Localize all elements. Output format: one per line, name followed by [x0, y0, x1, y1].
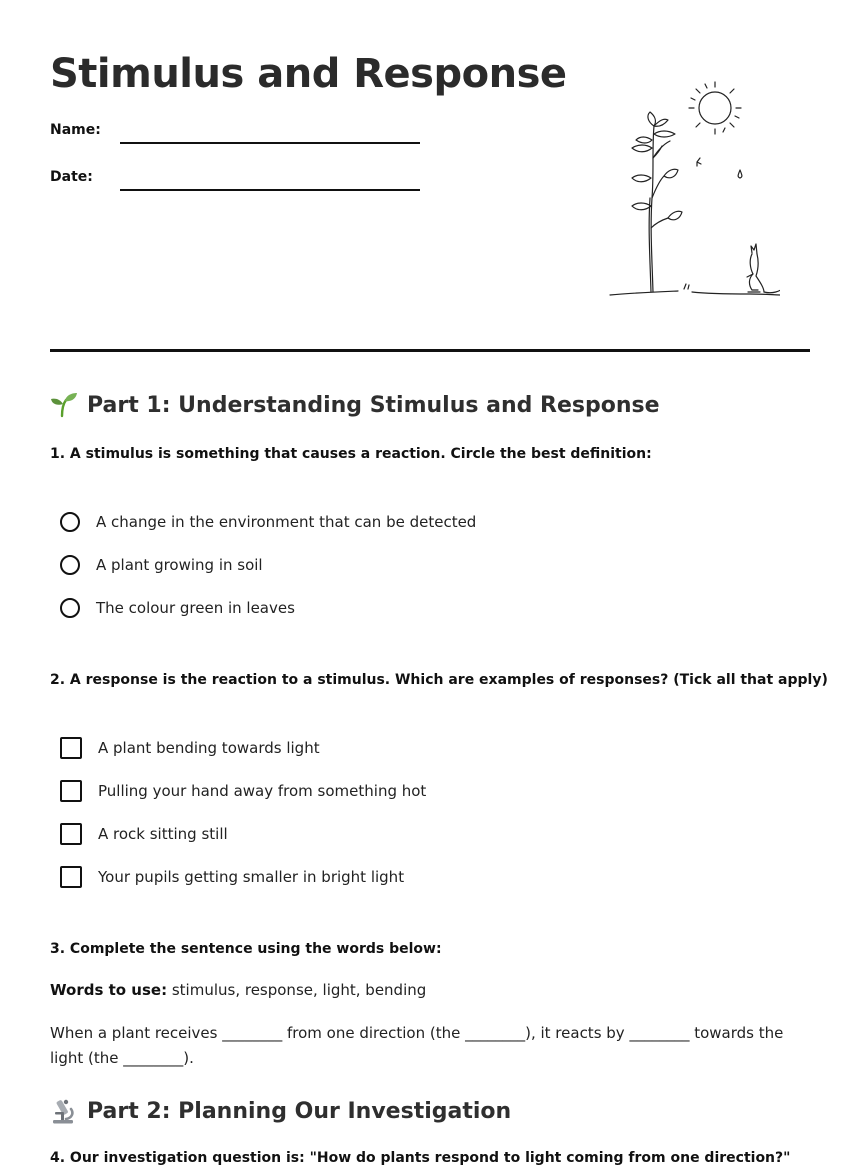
checkbox[interactable] [60, 866, 82, 888]
question-2-option[interactable] [60, 735, 320, 761]
question-2-option[interactable] [60, 864, 404, 890]
bird-icon [697, 158, 701, 166]
question-1-prompt: 1. A stimulus is something that causes a reaction. Circle the best definition: [50, 446, 652, 462]
plant-icon [632, 112, 682, 292]
question-4-prompt: 4. Our investigation question is: "How do plants respond to light coming from one direction?" [50, 1150, 791, 1166]
date-line[interactable] [120, 189, 420, 191]
droplet-icon [738, 170, 742, 178]
option-label: The colour green in leaves [96, 599, 295, 617]
option-label: Your pupils getting smaller in bright light [98, 868, 405, 886]
question-1-option[interactable] [60, 552, 263, 578]
option-label: A rock sitting still [98, 825, 228, 843]
animal-icon [747, 244, 780, 293]
microscope-icon [50, 1097, 78, 1125]
plant-sun-animal-illustration [560, 78, 780, 303]
option-label: A change in the environment that can be detected [96, 513, 477, 531]
question-3-prompt: 3. Complete the sentence using the words below: [50, 941, 442, 957]
part2-heading [50, 1096, 511, 1126]
question-1-option[interactable] [60, 509, 476, 535]
question-1-option[interactable] [60, 595, 295, 621]
name-line[interactable] [120, 142, 420, 144]
name-label: Name: [50, 122, 101, 138]
checkbox[interactable] [60, 823, 82, 845]
radio-circle[interactable] [60, 598, 80, 618]
part1-heading [50, 390, 660, 420]
word-bank-label: Words to use: [50, 981, 168, 999]
page-title: Stimulus and Response [50, 51, 567, 97]
option-label: A plant growing in soil [96, 556, 263, 574]
sun-icon [689, 82, 741, 134]
question-2-option[interactable] [60, 778, 426, 804]
question-2-option[interactable] [60, 821, 228, 847]
question-2-prompt: 2. A response is the reaction to a stimulus. Which are examples of responses? (Tick all that apply) [50, 672, 828, 688]
option-label: A plant bending towards light [98, 739, 320, 757]
radio-circle[interactable] [60, 555, 80, 575]
checkbox[interactable] [60, 780, 82, 802]
header-divider [50, 349, 810, 352]
fill-in-sentence: When a plant receives ________ from one direction (the ________), it reacts by ________ towards the light (the ________). [50, 1024, 784, 1067]
part2-heading-text: Part 2: Planning Our Investigation [87, 1098, 512, 1124]
part1-heading-text: Part 1: Understanding Stimulus and Response [87, 392, 660, 418]
word-bank [50, 981, 426, 999]
date-field[interactable] [50, 167, 430, 191]
checkbox[interactable] [60, 737, 82, 759]
radio-circle[interactable] [60, 512, 80, 532]
seedling-icon [50, 391, 78, 419]
option-label: Pulling your hand away from something hot [98, 782, 427, 800]
name-field[interactable] [50, 120, 430, 144]
date-label: Date: [50, 169, 93, 185]
word-bank-words: stimulus, response, light, bending [167, 981, 427, 999]
